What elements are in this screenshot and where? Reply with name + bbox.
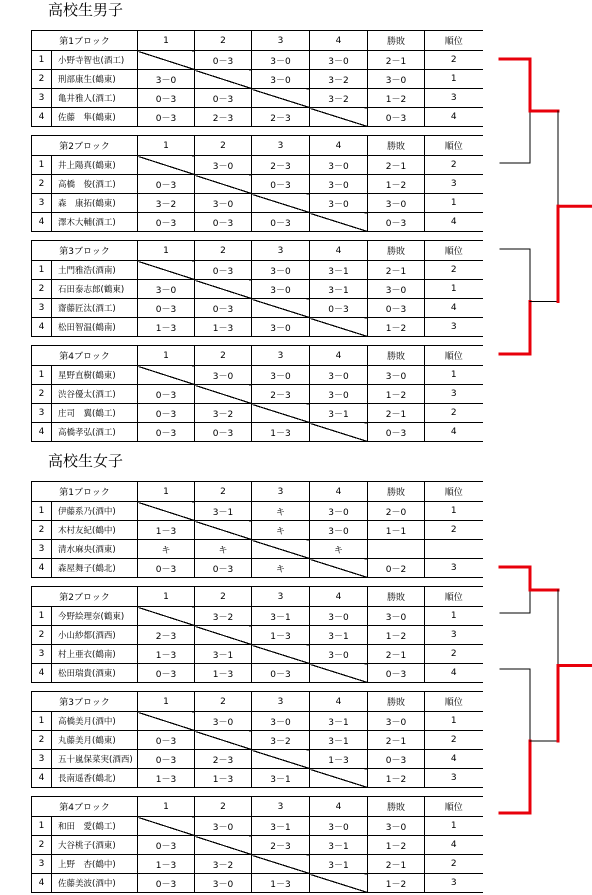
final-rank: 1 <box>425 366 483 385</box>
match-result-vs-3: 1－3 <box>252 626 310 645</box>
match-result-vs-1: 0－3 <box>138 108 195 127</box>
match-result-vs-2: 0－3 <box>195 89 252 108</box>
match-result-vs-2: 0－3 <box>195 423 252 442</box>
player-number: 1 <box>32 712 52 731</box>
match-result-vs-3: 3－0 <box>252 70 310 89</box>
player-number: 4 <box>32 423 52 442</box>
win-loss-record: 0－3 <box>368 108 425 127</box>
win-loss-record: 2－1 <box>368 731 425 750</box>
section-title-boys: 高校生男子 <box>48 1 124 19</box>
match-result-vs-3: 3－1 <box>252 607 310 626</box>
match-result-vs-1: 0－3 <box>138 404 195 423</box>
player-number: 3 <box>32 194 52 213</box>
final-rank: 1 <box>425 194 483 213</box>
final-rank: 2 <box>425 261 483 280</box>
match-result-vs-4: 1－3 <box>310 750 368 769</box>
match-result-vs-1: 1－3 <box>138 318 195 337</box>
final-rank: 3 <box>425 385 483 404</box>
win-loss-record: 1－1 <box>368 521 425 540</box>
player-number: 4 <box>32 559 52 578</box>
match-result-vs-3: 2－3 <box>252 385 310 404</box>
col-header-3: 3 <box>252 241 310 261</box>
player-name: 丸藤美月(鶴東) <box>52 731 138 750</box>
win-loss-record: 3－0 <box>368 70 425 89</box>
col-header-2: 2 <box>195 797 252 817</box>
col-header-1: 1 <box>138 587 195 607</box>
final-rank: 3 <box>425 175 483 194</box>
match-result-vs-2: 0－3 <box>195 261 252 280</box>
col-header-1: 1 <box>138 31 195 51</box>
match-result-vs-3: 3－1 <box>252 769 310 788</box>
match-result-vs-4: 3－1 <box>310 626 368 645</box>
block-name: 第4ブロック <box>32 797 138 817</box>
match-result-vs-2: 0－3 <box>195 559 252 578</box>
final-rank: 2 <box>425 521 483 540</box>
col-header-2: 2 <box>195 692 252 712</box>
final-rank: 4 <box>425 836 483 855</box>
col-header-rank: 順位 <box>425 241 483 261</box>
player-name: 亀井雅人(酒工) <box>52 89 138 108</box>
player-name: 高橋 俊(酒工) <box>52 175 138 194</box>
win-loss-record: 2－0 <box>368 502 425 521</box>
final-rank: 3 <box>425 318 483 337</box>
match-result-vs-3: 3－0 <box>252 261 310 280</box>
player-name: 小野寺智也(酒工) <box>52 51 138 70</box>
block-name: 第1ブロック <box>32 31 138 51</box>
col-header-4: 4 <box>310 136 368 156</box>
match-result-vs-1: 1－3 <box>138 855 195 874</box>
match-result-vs-4: 3－0 <box>310 607 368 626</box>
player-number: 4 <box>32 769 52 788</box>
final-rank: 3 <box>425 769 483 788</box>
match-result-vs-1: 3－0 <box>138 70 195 89</box>
col-header-rank: 順位 <box>425 797 483 817</box>
match-result-vs-2: 3－2 <box>195 607 252 626</box>
match-result-vs-1: 0－3 <box>138 213 195 232</box>
match-result-vs-3: 0－3 <box>252 213 310 232</box>
col-header-3: 3 <box>252 346 310 366</box>
player-name: 土門雅浩(酒南) <box>52 261 138 280</box>
match-result-vs-1: 0－3 <box>138 175 195 194</box>
block-name: 第2ブロック <box>32 136 138 156</box>
match-result-vs-2: 3－2 <box>195 855 252 874</box>
player-name: 長南遥香(鶴北) <box>52 769 138 788</box>
match-result-vs-1: 0－3 <box>138 874 195 893</box>
match-result-vs-2: 1－3 <box>195 318 252 337</box>
match-result-vs-1: キ <box>138 540 195 559</box>
final-rank: 1 <box>425 502 483 521</box>
match-result-vs-2: 3－0 <box>195 817 252 836</box>
match-result-vs-1: 0－3 <box>138 559 195 578</box>
match-result-vs-1: 0－3 <box>138 836 195 855</box>
player-number: 1 <box>32 156 52 175</box>
col-header-2: 2 <box>195 587 252 607</box>
col-header-2: 2 <box>195 241 252 261</box>
player-number: 3 <box>32 750 52 769</box>
player-name: 佐藤美波(酒中) <box>52 874 138 893</box>
match-result-vs-4: 3－0 <box>310 194 368 213</box>
final-rank: 2 <box>425 156 483 175</box>
match-result-vs-4: 3－0 <box>310 502 368 521</box>
match-result-vs-3: 2－3 <box>252 836 310 855</box>
block-name: 第1ブロック <box>32 482 138 502</box>
col-header-1: 1 <box>138 346 195 366</box>
match-result-vs-3: キ <box>252 559 310 578</box>
match-result-vs-2: 3－0 <box>195 156 252 175</box>
match-result-vs-4: 3－0 <box>310 366 368 385</box>
win-loss-record: 1－2 <box>368 89 425 108</box>
block-name: 第2ブロック <box>32 587 138 607</box>
player-number: 3 <box>32 540 52 559</box>
win-loss-record: 1－2 <box>368 385 425 404</box>
final-rank: 1 <box>425 280 483 299</box>
final-rank: 4 <box>425 213 483 232</box>
col-header-2: 2 <box>195 346 252 366</box>
player-name: 上野 杏(鶴中) <box>52 855 138 874</box>
match-result-vs-3: 1－3 <box>252 423 310 442</box>
col-header-rank: 順位 <box>425 587 483 607</box>
match-result-vs-3: 3－0 <box>252 51 310 70</box>
final-rank: 2 <box>425 855 483 874</box>
player-name: 大谷桃子(酒東) <box>52 836 138 855</box>
col-header-record: 勝敗 <box>368 241 425 261</box>
win-loss-record: 3－0 <box>368 607 425 626</box>
match-result-vs-4: 3－0 <box>310 521 368 540</box>
match-result-vs-1: 3－2 <box>138 194 195 213</box>
match-result-vs-2: 3－2 <box>195 404 252 423</box>
player-number: 1 <box>32 817 52 836</box>
match-result-vs-4: 3－1 <box>310 836 368 855</box>
win-loss-record: 0－3 <box>368 423 425 442</box>
match-result-vs-2: 3－1 <box>195 502 252 521</box>
match-result-vs-3: 0－3 <box>252 175 310 194</box>
col-header-3: 3 <box>252 31 310 51</box>
win-loss-record: 2－1 <box>368 156 425 175</box>
col-header-record: 勝敗 <box>368 587 425 607</box>
col-header-4: 4 <box>310 31 368 51</box>
match-result-vs-4: 3－1 <box>310 712 368 731</box>
col-header-1: 1 <box>138 482 195 502</box>
col-header-record: 勝敗 <box>368 692 425 712</box>
col-header-4: 4 <box>310 482 368 502</box>
player-name: 伊藤系乃(酒中) <box>52 502 138 521</box>
player-number: 3 <box>32 299 52 318</box>
win-loss-record: 0－3 <box>368 664 425 683</box>
player-number: 2 <box>32 836 52 855</box>
match-result-vs-4: 3－0 <box>310 645 368 664</box>
final-rank: 4 <box>425 299 483 318</box>
match-result-vs-2: 1－3 <box>195 769 252 788</box>
col-header-record: 勝敗 <box>368 797 425 817</box>
col-header-3: 3 <box>252 797 310 817</box>
win-loss-record: 2－1 <box>368 645 425 664</box>
col-header-3: 3 <box>252 587 310 607</box>
final-rank: 4 <box>425 664 483 683</box>
win-loss-record: 3－0 <box>368 817 425 836</box>
final-rank: 3 <box>425 559 483 578</box>
final-rank: 1 <box>425 70 483 89</box>
match-result-vs-4: 3－0 <box>310 156 368 175</box>
match-result-vs-1: 0－3 <box>138 664 195 683</box>
win-loss-record: 3－0 <box>368 366 425 385</box>
final-rank: 1 <box>425 607 483 626</box>
match-result-vs-2: 3－0 <box>195 874 252 893</box>
match-result-vs-3: 3－2 <box>252 731 310 750</box>
player-number: 1 <box>32 261 52 280</box>
match-result-vs-1: 1－3 <box>138 645 195 664</box>
player-number: 3 <box>32 404 52 423</box>
player-number: 3 <box>32 645 52 664</box>
match-result-vs-1: 0－3 <box>138 299 195 318</box>
match-result-vs-1: 0－3 <box>138 750 195 769</box>
block-name: 第3ブロック <box>32 241 138 261</box>
match-result-vs-2: キ <box>195 540 252 559</box>
player-name: 佐藤 隼(鶴東) <box>52 108 138 127</box>
win-loss-record: 3－0 <box>368 712 425 731</box>
win-loss-record: 2－1 <box>368 261 425 280</box>
player-number: 1 <box>32 502 52 521</box>
match-result-vs-1: 1－3 <box>138 769 195 788</box>
col-header-2: 2 <box>195 482 252 502</box>
match-result-vs-3: 2－3 <box>252 156 310 175</box>
player-number: 2 <box>32 175 52 194</box>
match-result-vs-4: 3－0 <box>310 51 368 70</box>
match-result-vs-2: 1－3 <box>195 664 252 683</box>
final-rank: 3 <box>425 89 483 108</box>
player-number: 2 <box>32 521 52 540</box>
player-name: 清水麻央(酒東) <box>52 540 138 559</box>
match-result-vs-1: 3－0 <box>138 280 195 299</box>
player-name: 森 康拓(鶴東) <box>52 194 138 213</box>
col-header-3: 3 <box>252 692 310 712</box>
player-name: 松田瑞貴(酒東) <box>52 664 138 683</box>
match-result-vs-2: 2－3 <box>195 108 252 127</box>
col-header-record: 勝敗 <box>368 346 425 366</box>
player-name: 松田智温(鶴南) <box>52 318 138 337</box>
player-name: 庄司 翼(鶴工) <box>52 404 138 423</box>
col-header-rank: 順位 <box>425 482 483 502</box>
match-result-vs-2: 0－3 <box>195 51 252 70</box>
match-result-vs-2: 3－0 <box>195 366 252 385</box>
player-name: 渋谷優太(酒工) <box>52 385 138 404</box>
col-header-4: 4 <box>310 692 368 712</box>
player-name: 井上陽真(鶴東) <box>52 156 138 175</box>
col-header-4: 4 <box>310 587 368 607</box>
col-header-rank: 順位 <box>425 136 483 156</box>
player-name: 和田 愛(鶴工) <box>52 817 138 836</box>
col-header-1: 1 <box>138 136 195 156</box>
win-loss-record: 2－1 <box>368 51 425 70</box>
boys-bracket <box>500 59 592 354</box>
match-result-vs-2: 3－1 <box>195 645 252 664</box>
player-number: 4 <box>32 318 52 337</box>
win-loss-record: 1－2 <box>368 836 425 855</box>
match-result-vs-4: 3－0 <box>310 175 368 194</box>
match-result-vs-3: 3－0 <box>252 366 310 385</box>
player-number: 1 <box>32 366 52 385</box>
match-result-vs-4: 3－1 <box>310 855 368 874</box>
match-result-vs-1: 1－3 <box>138 521 195 540</box>
win-loss-record: 3－0 <box>368 194 425 213</box>
player-number: 4 <box>32 664 52 683</box>
match-result-vs-4: 3－1 <box>310 731 368 750</box>
player-name: 石田泰志郎(鶴東) <box>52 280 138 299</box>
col-header-record: 勝敗 <box>368 136 425 156</box>
col-header-3: 3 <box>252 136 310 156</box>
col-header-record: 勝敗 <box>368 482 425 502</box>
win-loss-record: 1－2 <box>368 769 425 788</box>
win-loss-record: 0－3 <box>368 750 425 769</box>
col-header-1: 1 <box>138 692 195 712</box>
win-loss-record: 0－2 <box>368 559 425 578</box>
final-rank: 4 <box>425 750 483 769</box>
match-result-vs-4: 3－2 <box>310 89 368 108</box>
girls-bracket <box>500 567 592 813</box>
col-header-1: 1 <box>138 797 195 817</box>
final-rank: 3 <box>425 626 483 645</box>
match-result-vs-1: 2－3 <box>138 626 195 645</box>
col-header-rank: 順位 <box>425 31 483 51</box>
win-loss-record: 1－2 <box>368 626 425 645</box>
player-name: 今野絵理奈(鶴東) <box>52 607 138 626</box>
match-result-vs-3: キ <box>252 521 310 540</box>
final-rank: 4 <box>425 108 483 127</box>
match-result-vs-2: 2－3 <box>195 750 252 769</box>
match-result-vs-3: 1－3 <box>252 874 310 893</box>
player-number: 1 <box>32 607 52 626</box>
win-loss-record: 2－1 <box>368 404 425 423</box>
col-header-4: 4 <box>310 797 368 817</box>
win-loss-record: 1－2 <box>368 175 425 194</box>
player-number: 4 <box>32 108 52 127</box>
col-header-1: 1 <box>138 241 195 261</box>
player-number: 2 <box>32 70 52 89</box>
player-number: 2 <box>32 731 52 750</box>
final-rank: 4 <box>425 423 483 442</box>
final-rank: 2 <box>425 731 483 750</box>
player-name: 森屋舞子(鶴北) <box>52 559 138 578</box>
match-result-vs-3: 3－0 <box>252 280 310 299</box>
win-loss-record: 1－2 <box>368 318 425 337</box>
player-name: 村上亜衣(鶴南) <box>52 645 138 664</box>
player-name: 刑部康生(鶴東) <box>52 70 138 89</box>
block-name: 第4ブロック <box>32 346 138 366</box>
match-result-vs-1: 0－3 <box>138 731 195 750</box>
final-rank: 2 <box>425 645 483 664</box>
player-number: 3 <box>32 89 52 108</box>
final-rank: 3 <box>425 874 483 893</box>
match-result-vs-4: 3－1 <box>310 280 368 299</box>
player-name: 星野直樹(鶴東) <box>52 366 138 385</box>
player-number: 1 <box>32 51 52 70</box>
col-header-rank: 順位 <box>425 692 483 712</box>
match-result-vs-4: 0－3 <box>310 299 368 318</box>
player-name: 齋藤匠汰(酒工) <box>52 299 138 318</box>
win-loss-record: 1－2 <box>368 874 425 893</box>
match-result-vs-3: 3－0 <box>252 318 310 337</box>
match-result-vs-4: キ <box>310 540 368 559</box>
match-result-vs-3: 0－3 <box>252 664 310 683</box>
player-name: 澤木大輔(酒工) <box>52 213 138 232</box>
col-header-2: 2 <box>195 31 252 51</box>
col-header-rank: 順位 <box>425 346 483 366</box>
match-result-vs-4: 3－1 <box>310 261 368 280</box>
player-number: 2 <box>32 280 52 299</box>
match-result-vs-3: 3－0 <box>252 712 310 731</box>
block-name: 第3ブロック <box>32 692 138 712</box>
match-result-vs-3: 2－3 <box>252 108 310 127</box>
win-loss-record: 0－3 <box>368 299 425 318</box>
player-name: 高橋美月(酒中) <box>52 712 138 731</box>
col-header-3: 3 <box>252 482 310 502</box>
player-number: 4 <box>32 213 52 232</box>
match-result-vs-4: 3－1 <box>310 404 368 423</box>
player-name: 五十嵐保菜実(酒西) <box>52 750 138 769</box>
col-header-4: 4 <box>310 346 368 366</box>
section-title-girls: 高校生女子 <box>48 452 124 470</box>
match-result-vs-4: 3－2 <box>310 70 368 89</box>
win-loss-record: 3－0 <box>368 280 425 299</box>
match-result-vs-2: 3－0 <box>195 712 252 731</box>
match-result-vs-4: 3－0 <box>310 385 368 404</box>
col-header-4: 4 <box>310 241 368 261</box>
match-result-vs-1: 0－3 <box>138 385 195 404</box>
match-result-vs-4: 3－0 <box>310 817 368 836</box>
player-number: 2 <box>32 626 52 645</box>
player-number: 3 <box>32 855 52 874</box>
player-name: 小山紗都(酒西) <box>52 626 138 645</box>
player-name: 高橋孝弘(酒工) <box>52 423 138 442</box>
match-result-vs-1: 0－3 <box>138 89 195 108</box>
match-result-vs-3: キ <box>252 502 310 521</box>
match-result-vs-2: 0－3 <box>195 299 252 318</box>
win-loss-record: 0－3 <box>368 213 425 232</box>
win-loss-record: 2－1 <box>368 855 425 874</box>
player-name: 木村友紀(鶴中) <box>52 521 138 540</box>
final-rank: 2 <box>425 404 483 423</box>
match-result-vs-3: 3－1 <box>252 817 310 836</box>
final-rank: 2 <box>425 51 483 70</box>
match-result-vs-1: 0－3 <box>138 423 195 442</box>
player-number: 2 <box>32 385 52 404</box>
col-header-2: 2 <box>195 136 252 156</box>
final-rank: 1 <box>425 817 483 836</box>
match-result-vs-2: 0－3 <box>195 213 252 232</box>
col-header-record: 勝敗 <box>368 31 425 51</box>
final-rank: 1 <box>425 712 483 731</box>
match-result-vs-2: 3－0 <box>195 194 252 213</box>
player-number: 4 <box>32 874 52 893</box>
